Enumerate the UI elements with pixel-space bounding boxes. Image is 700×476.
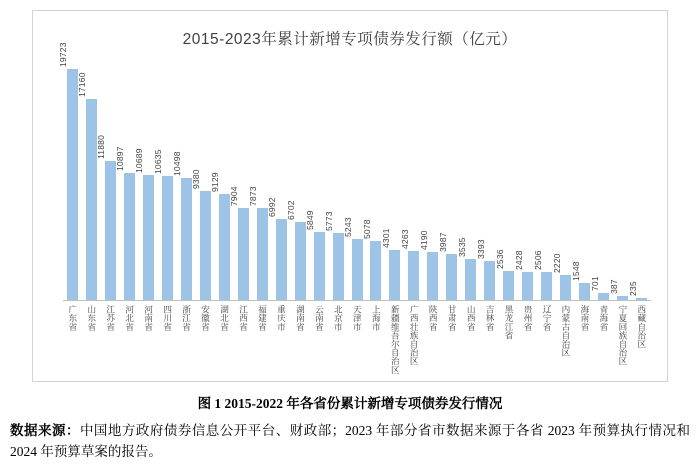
bar-value-label: 11880 xyxy=(96,135,107,160)
x-tick-label: 重庆市 xyxy=(276,305,287,331)
bar-value-label: 3987 xyxy=(437,232,448,253)
x-tick-label: 湖南省 xyxy=(295,305,306,331)
bar-value-label: 5078 xyxy=(361,219,372,240)
bar xyxy=(456,237,476,301)
x-tick-label: 云南省 xyxy=(314,305,325,331)
x-tick-label: 北京市 xyxy=(333,305,344,331)
bar-column xyxy=(304,67,329,301)
x-tick-label: 海南省 xyxy=(579,305,590,331)
bar-column xyxy=(153,67,177,301)
bar-value-label: 7873 xyxy=(247,186,258,207)
bar-value-label: 10897 xyxy=(115,146,126,171)
x-tick-label: 青海省 xyxy=(598,305,609,331)
bar xyxy=(266,197,287,301)
bar-column xyxy=(361,67,386,301)
bar-column xyxy=(96,67,120,301)
bar-column xyxy=(115,67,139,301)
bar-value-label: 2220 xyxy=(551,253,562,273)
bar-column xyxy=(247,67,272,301)
bar-value-label: 9380 xyxy=(191,168,202,189)
bar-column xyxy=(570,67,594,301)
bar-column xyxy=(399,67,423,301)
bar-value-label: 6992 xyxy=(266,197,277,217)
x-tick-label: 黑龙江省 xyxy=(504,305,515,340)
bar xyxy=(209,171,230,301)
bar xyxy=(532,249,552,301)
x-tick-label: 西藏自治区 xyxy=(636,305,647,348)
x-tick-label: 贵州省 xyxy=(523,305,534,331)
bar xyxy=(399,229,419,301)
bar xyxy=(380,228,400,301)
bar-column xyxy=(608,67,632,301)
bar-column xyxy=(285,67,310,301)
bar-column xyxy=(77,67,101,301)
x-tick-label: 上海市 xyxy=(371,305,382,331)
bar-value-label: 2536 xyxy=(494,249,505,270)
bar-column xyxy=(627,67,651,301)
bar xyxy=(153,149,173,301)
bar xyxy=(285,200,306,301)
bar-column xyxy=(589,67,613,301)
chart-container xyxy=(32,10,668,382)
bar-value-label: 6702 xyxy=(285,200,296,221)
bar xyxy=(418,230,438,301)
bar xyxy=(494,249,514,301)
x-tick-label: 安徽省 xyxy=(200,305,211,331)
bar xyxy=(77,72,97,301)
x-tick-label: 河南省 xyxy=(143,305,154,331)
bar-value-label: 5773 xyxy=(323,211,334,232)
bar-value-label: 10498 xyxy=(172,150,183,176)
bar-value-label: 19723 xyxy=(58,42,69,67)
x-tick-label: 四川省 xyxy=(162,305,173,331)
x-tick-label: 宁夏回族自治区 xyxy=(617,305,628,366)
bar-column xyxy=(266,67,291,301)
source-text: 中国地方政府债券信息公开平台、财政部；2023 年部分省市数据来源于各省 2023 年预算执行情况和 2024 年预算草案的报告。 xyxy=(10,423,691,459)
bar-value-label: 17160 xyxy=(77,72,88,98)
chart-plot-area xyxy=(58,42,651,301)
x-tick-label: 陕西省 xyxy=(428,305,439,331)
bar xyxy=(191,168,211,301)
bar-column xyxy=(228,67,253,301)
bar xyxy=(247,186,268,301)
bar xyxy=(437,232,457,301)
bar-value-label: 9129 xyxy=(209,171,220,192)
x-tick-label: 福建省 xyxy=(257,305,268,331)
bar-column xyxy=(380,67,404,301)
x-tick-label: 江苏省 xyxy=(105,305,116,331)
bar xyxy=(570,261,590,301)
bar xyxy=(475,239,495,301)
bar xyxy=(304,210,325,301)
bar-column xyxy=(134,67,158,301)
bar-value-label: 235 xyxy=(627,281,638,297)
x-tick-label: 内蒙古自治区 xyxy=(560,305,571,357)
bar xyxy=(228,186,249,301)
bar-value-label: 1548 xyxy=(570,261,581,281)
x-tick-label: 广西壮族自治区 xyxy=(409,305,420,366)
source-label: 数据来源： xyxy=(10,423,80,438)
bar xyxy=(513,250,533,301)
bar-value-label: 7904 xyxy=(228,186,239,207)
bar-column xyxy=(342,67,367,301)
bar-column xyxy=(456,67,480,301)
x-tick-label: 山东省 xyxy=(86,305,97,331)
bar-value-label: 10635 xyxy=(153,149,164,174)
figure-caption: 图 1 2015-2022 年各省份累计新增专项债券发行情况 xyxy=(197,396,503,411)
x-tick-label: 湖北省 xyxy=(219,305,230,331)
chart-title: 2015-2023年累计新增专项债券发行额（亿元） xyxy=(182,31,518,48)
bar-value-label: 4263 xyxy=(399,229,410,249)
bar-column xyxy=(58,42,82,301)
bar-value-label: 701 xyxy=(589,275,600,291)
x-tick-label: 河北省 xyxy=(124,305,135,331)
bar-value-label: 3393 xyxy=(475,239,486,260)
bar-value-label: 387 xyxy=(608,279,619,295)
bar-value-label: 4190 xyxy=(418,230,429,250)
bar xyxy=(58,42,78,301)
bar-value-label: 3535 xyxy=(456,237,467,258)
bar xyxy=(96,135,116,301)
bar-value-label: 2428 xyxy=(513,250,524,271)
x-tick-label: 浙江省 xyxy=(181,305,192,331)
bar-value-label: 5243 xyxy=(342,217,353,238)
bar-value-label: 10689 xyxy=(134,148,145,174)
x-tick-label: 新疆维吾尔自治区 xyxy=(390,305,401,374)
bar xyxy=(323,211,344,301)
x-tick-label: 甘肃省 xyxy=(447,305,458,331)
bar xyxy=(172,150,192,301)
bar-value-label: 4301 xyxy=(380,228,391,249)
x-axis-line xyxy=(63,300,651,301)
x-tick-label: 山西省 xyxy=(466,305,477,331)
bar xyxy=(342,217,363,301)
bar-column xyxy=(323,67,348,301)
x-tick-label: 吉林省 xyxy=(485,305,496,331)
bar-column xyxy=(209,67,234,301)
bar-column xyxy=(418,67,442,301)
x-tick-label: 江西省 xyxy=(238,305,249,331)
bar xyxy=(361,219,381,301)
bar-column xyxy=(437,67,461,301)
bar-series xyxy=(58,42,651,301)
bar-value-label: 5849 xyxy=(304,210,315,231)
figure-source-note xyxy=(10,420,690,462)
bar xyxy=(134,148,154,301)
x-tick-label: 广东省 xyxy=(67,305,78,331)
x-axis-tick-labels xyxy=(63,303,651,379)
bar-value-label: 2506 xyxy=(532,249,543,270)
bar xyxy=(551,253,571,301)
x-tick-label: 天津市 xyxy=(352,305,363,331)
x-tick-label: 辽宁省 xyxy=(542,305,552,331)
bar xyxy=(115,146,135,301)
